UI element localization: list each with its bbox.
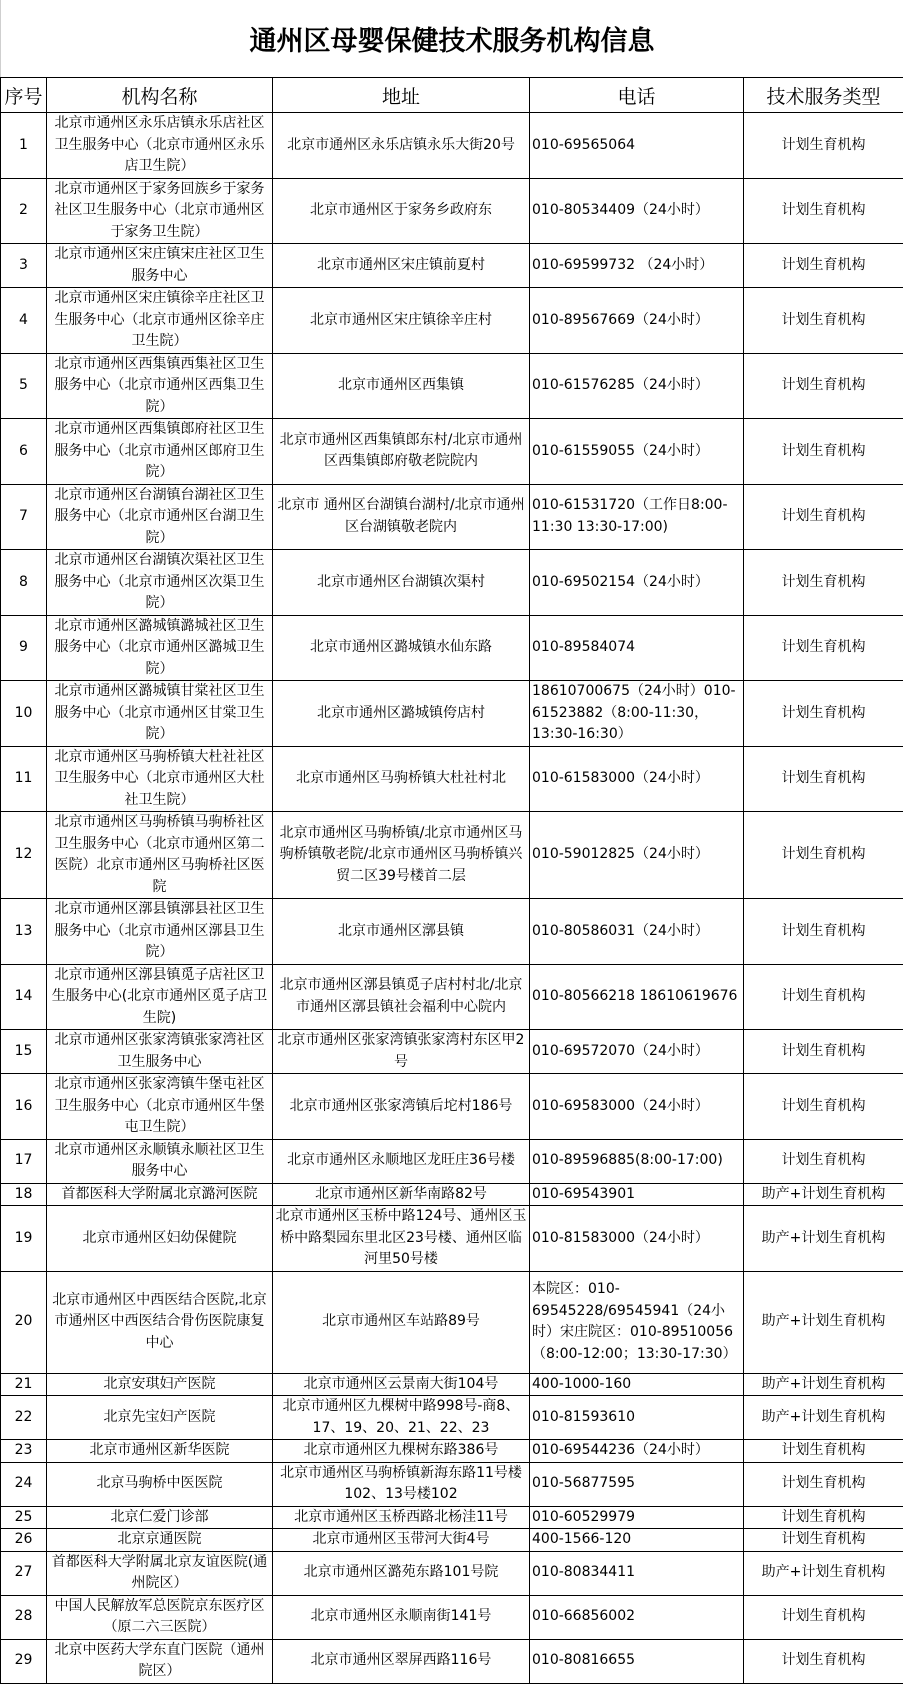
institution-name: 北京市通州区张家湾镇张家湾社区卫生服务中心	[47, 1030, 273, 1074]
address: 北京市 通州区台湖镇台湖村/北京市通州区台湖镇敬老院内	[273, 484, 530, 550]
service-type: 助产+计划生育机构	[744, 1271, 903, 1373]
row-number: 29	[1, 1639, 47, 1683]
table-header-row	[1, 78, 903, 113]
institution-name: 北京市通州区台湖镇次渠社区卫生服务中心（北京市通州区次渠卫生院）	[47, 550, 273, 616]
table-row	[1, 1506, 903, 1529]
address: 北京市通州区宋庄镇徐辛庄村	[273, 288, 530, 354]
table-row	[1, 1462, 903, 1506]
row-number: 2	[1, 178, 47, 244]
institution-name: 北京市通州区宋庄镇宋庄社区卫生服务中心	[47, 244, 273, 288]
address: 北京市通州区台湖镇次渠村	[273, 550, 530, 616]
institution-name: 北京市通州区新华医院	[47, 1440, 273, 1463]
institution-name: 北京市通州区台湖镇台湖社区卫生服务中心（北京市通州区台湖卫生院）	[47, 484, 273, 550]
institution-name: 北京市通州区西集镇郎府社区卫生服务中心（北京市通州区郎府卫生院）	[47, 419, 273, 485]
phone: 010-80534409（24小时）	[530, 178, 744, 244]
service-type: 助产+计划生育机构	[744, 1373, 903, 1396]
phone: 010-69565064	[530, 113, 744, 179]
service-type: 计划生育机构	[744, 550, 903, 616]
service-type: 助产+计划生育机构	[744, 1206, 903, 1272]
row-number: 16	[1, 1074, 47, 1140]
table-row	[1, 1529, 903, 1552]
address: 北京市通州区玉带河大街4号	[273, 1529, 530, 1552]
row-number: 25	[1, 1506, 47, 1529]
address: 北京市通州区车站路89号	[273, 1271, 530, 1373]
header-name: 机构名称	[47, 78, 273, 113]
phone: 010-89596885(8:00-17:00)	[530, 1139, 744, 1183]
address: 北京市通州区永乐店镇永乐大街20号	[273, 113, 530, 179]
row-number: 8	[1, 550, 47, 616]
table-row	[1, 1271, 903, 1373]
service-type: 计划生育机构	[744, 681, 903, 747]
institution-name: 北京市通州区马驹桥镇大杜社社区卫生服务中心（北京市通州区大杜社卫生院）	[47, 746, 273, 812]
table-row	[1, 1639, 903, 1683]
phone: 010-69599732 （24小时）	[530, 244, 744, 288]
service-type: 计划生育机构	[744, 899, 903, 965]
service-type: 计划生育机构	[744, 244, 903, 288]
row-number: 27	[1, 1551, 47, 1595]
phone: 010-80566218 18610619676	[530, 964, 744, 1030]
phone: 18610700675（24小时）010-61523882（8:00-11:30，13:30-16:30）	[530, 681, 744, 747]
service-type: 计划生育机构	[744, 288, 903, 354]
institution-name: 北京市通州区中西医结合医院,北京市通州区中西医结合骨伤医院康复中心	[47, 1271, 273, 1373]
service-type: 计划生育机构	[744, 178, 903, 244]
service-type: 计划生育机构	[744, 1440, 903, 1463]
row-number: 21	[1, 1373, 47, 1396]
institution-name: 北京仁爱门诊部	[47, 1506, 273, 1529]
service-type: 计划生育机构	[744, 1074, 903, 1140]
address: 北京市通州区马驹桥镇/北京市通州区马驹桥镇敬老院/北京市通州区马驹桥镇兴贸二区39号楼首二层	[273, 812, 530, 899]
service-type: 助产+计划生育机构	[744, 1551, 903, 1595]
institution-name: 北京市通州区西集镇西集社区卫生服务中心（北京市通州区西集卫生院）	[47, 353, 273, 419]
header-phone: 电话	[530, 78, 744, 113]
service-type: 计划生育机构	[744, 1529, 903, 1552]
table-row	[1, 1183, 903, 1206]
address: 北京市通州区于家务乡政府东	[273, 178, 530, 244]
table-row	[1, 1551, 903, 1595]
header-service-type: 技术服务类型	[744, 78, 903, 113]
institution-name: 北京马驹桥中医医院	[47, 1462, 273, 1506]
row-number: 26	[1, 1529, 47, 1552]
address: 北京市通州区潞城镇侉店村	[273, 681, 530, 747]
phone: 010-61559055（24小时）	[530, 419, 744, 485]
institution-name: 北京京通医院	[47, 1529, 273, 1552]
phone: 010-80586031（24小时）	[530, 899, 744, 965]
address: 北京市通州区马驹桥镇大杜社村北	[273, 746, 530, 812]
table-row	[1, 353, 903, 419]
institution-table	[0, 77, 903, 1684]
phone: 010-89584074	[530, 615, 744, 681]
institution-name: 北京市通州区永乐店镇永乐店社区卫生服务中心（北京市通州区永乐店卫生院）	[47, 113, 273, 179]
phone: 010-69543901	[530, 1183, 744, 1206]
address: 北京市通州区永顺南街141号	[273, 1595, 530, 1639]
address: 北京市通州区翠屏西路116号	[273, 1639, 530, 1683]
phone: 010-69502154（24小时）	[530, 550, 744, 616]
phone: 010-89567669（24小时）	[530, 288, 744, 354]
table-row	[1, 964, 903, 1030]
service-type: 助产+计划生育机构	[744, 1183, 903, 1206]
service-type: 计划生育机构	[744, 746, 903, 812]
row-number: 7	[1, 484, 47, 550]
phone: 本院区：010-69545228/69545941（24小时）宋庄院区：010-89510056（8:00-12:00；13:30-17:30）	[530, 1271, 744, 1373]
table-row	[1, 812, 903, 899]
institution-name: 中国人民解放军总医院京东医疗区（原二六三医院）	[47, 1595, 273, 1639]
institution-name: 北京市通州区潞城镇甘棠社区卫生服务中心（北京市通州区甘棠卫生院）	[47, 681, 273, 747]
table-row	[1, 484, 903, 550]
row-number: 5	[1, 353, 47, 419]
row-number: 15	[1, 1030, 47, 1074]
row-number: 11	[1, 746, 47, 812]
address: 北京市通州区新华南路82号	[273, 1183, 530, 1206]
institution-name: 北京市通州区马驹桥镇马驹桥社区卫生服务中心（北京市通州区第二医院）北京市通州区马驹桥社区医院	[47, 812, 273, 899]
table-row	[1, 615, 903, 681]
institution-name: 北京市通州区宋庄镇徐辛庄社区卫生服务中心（北京市通州区徐辛庄卫生院）	[47, 288, 273, 354]
table-row	[1, 1139, 903, 1183]
table-row	[1, 288, 903, 354]
address: 北京市通州区漷县镇	[273, 899, 530, 965]
service-type: 计划生育机构	[744, 1139, 903, 1183]
row-number: 14	[1, 964, 47, 1030]
address: 北京市通州区玉桥中路124号、通州区玉桥中路梨园东里北区23号楼、通州区临河里50号楼	[273, 1206, 530, 1272]
service-type: 计划生育机构	[744, 615, 903, 681]
service-type: 计划生育机构	[744, 1462, 903, 1506]
institution-name: 北京市通州区漷县镇漷县社区卫生服务中心（北京市通州区漷县卫生院）	[47, 899, 273, 965]
table-row	[1, 244, 903, 288]
row-number: 6	[1, 419, 47, 485]
header-no: 序号	[1, 78, 47, 113]
address: 北京市通州区张家湾镇后坨村186号	[273, 1074, 530, 1140]
phone: 010-56877595	[530, 1462, 744, 1506]
phone: 010-80816655	[530, 1639, 744, 1683]
table-row	[1, 550, 903, 616]
service-type: 计划生育机构	[744, 419, 903, 485]
row-number: 20	[1, 1271, 47, 1373]
row-number: 22	[1, 1396, 47, 1440]
phone: 010-60529979	[530, 1506, 744, 1529]
phone: 010-61576285（24小时）	[530, 353, 744, 419]
table-row	[1, 113, 903, 179]
address: 北京市通州区马驹桥镇新海东路11号楼102、13号楼102	[273, 1462, 530, 1506]
row-number: 23	[1, 1440, 47, 1463]
phone: 400-1566-120	[530, 1529, 744, 1552]
row-number: 10	[1, 681, 47, 747]
table-row	[1, 1373, 903, 1396]
phone: 010-69583000（24小时）	[530, 1074, 744, 1140]
institution-name: 北京市通州区张家湾镇牛堡屯社区卫生服务中心（北京市通州区牛堡屯卫生院）	[47, 1074, 273, 1140]
table-row	[1, 1396, 903, 1440]
table-row	[1, 1074, 903, 1140]
table-row	[1, 178, 903, 244]
phone: 400-1000-160	[530, 1373, 744, 1396]
institution-name: 北京市通州区于家务回族乡于家务社区卫生服务中心（北京市通州区于家务卫生院）	[47, 178, 273, 244]
phone: 010-59012825（24小时）	[530, 812, 744, 899]
row-number: 17	[1, 1139, 47, 1183]
table-row	[1, 1030, 903, 1074]
row-number: 3	[1, 244, 47, 288]
row-number: 9	[1, 615, 47, 681]
phone: 010-66856002	[530, 1595, 744, 1639]
table-row	[1, 1595, 903, 1639]
row-number: 12	[1, 812, 47, 899]
row-number: 4	[1, 288, 47, 354]
institution-name: 首都医科大学附属北京友谊医院(通州院区）	[47, 1551, 273, 1595]
institution-name: 首都医科大学附属北京潞河医院	[47, 1183, 273, 1206]
row-number: 1	[1, 113, 47, 179]
service-type: 计划生育机构	[744, 113, 903, 179]
phone: 010-61583000（24小时）	[530, 746, 744, 812]
table-body	[1, 113, 903, 1684]
institution-name: 北京安琪妇产医院	[47, 1373, 273, 1396]
phone: 010-69572070（24小时）	[530, 1030, 744, 1074]
row-number: 24	[1, 1462, 47, 1506]
service-type: 计划生育机构	[744, 1506, 903, 1529]
address: 北京市通州区漷县镇觅子店村村北/北京市通州区漷县镇社会福利中心院内	[273, 964, 530, 1030]
address: 北京市通州区云景南大街104号	[273, 1373, 530, 1396]
institution-name: 北京市通州区永顺镇永顺社区卫生服务中心	[47, 1139, 273, 1183]
service-type: 计划生育机构	[744, 1030, 903, 1074]
service-type: 计划生育机构	[744, 1639, 903, 1683]
institution-name: 北京先宝妇产医院	[47, 1396, 273, 1440]
row-number: 19	[1, 1206, 47, 1272]
service-type: 计划生育机构	[744, 1595, 903, 1639]
service-type: 计划生育机构	[744, 812, 903, 899]
address: 北京市通州区张家湾镇张家湾村东区甲2号	[273, 1030, 530, 1074]
institution-name: 北京市通州区潞城镇潞城社区卫生服务中心（北京市通州区潞城卫生院）	[47, 615, 273, 681]
table-row	[1, 1206, 903, 1272]
address: 北京市通州区潞城镇水仙东路	[273, 615, 530, 681]
phone: 010-81583000（24小时）	[530, 1206, 744, 1272]
table-row	[1, 899, 903, 965]
row-number: 18	[1, 1183, 47, 1206]
row-number: 13	[1, 899, 47, 965]
phone: 010-69544236（24小时）	[530, 1440, 744, 1463]
address: 北京市通州区潞苑东路101号院	[273, 1551, 530, 1595]
row-number: 28	[1, 1595, 47, 1639]
table-row	[1, 746, 903, 812]
address: 北京市通州区宋庄镇前夏村	[273, 244, 530, 288]
institution-name: 北京市通州区漷县镇觅子店社区卫生服务中心(北京市通州区觅子店卫生院)	[47, 964, 273, 1030]
address: 北京市通州区九棵树中路998号-商8、17、19、20、21、22、23	[273, 1396, 530, 1440]
page-title: 通州区母婴保健技术服务机构信息	[0, 0, 903, 77]
phone: 010-80834411	[530, 1551, 744, 1595]
institution-name: 北京中医药大学东直门医院（通州院区）	[47, 1639, 273, 1683]
institution-name: 北京市通州区妇幼保健院	[47, 1206, 273, 1272]
service-type: 计划生育机构	[744, 484, 903, 550]
table-row	[1, 681, 903, 747]
service-type: 计划生育机构	[744, 964, 903, 1030]
table-row	[1, 1440, 903, 1463]
service-type: 助产+计划生育机构	[744, 1396, 903, 1440]
address: 北京市通州区九棵树东路386号	[273, 1440, 530, 1463]
table-row	[1, 419, 903, 485]
address: 北京市通州区西集镇	[273, 353, 530, 419]
address: 北京市通州区西集镇郎东村/北京市通州区西集镇郎府敬老院院内	[273, 419, 530, 485]
address: 北京市通州区玉桥西路北杨洼11号	[273, 1506, 530, 1529]
header-address: 地址	[273, 78, 530, 113]
phone: 010-81593610	[530, 1396, 744, 1440]
phone: 010-61531720（工作日8:00-11:30 13:30-17:00)	[530, 484, 744, 550]
address: 北京市通州区永顺地区龙旺庄36号楼	[273, 1139, 530, 1183]
service-type: 计划生育机构	[744, 353, 903, 419]
